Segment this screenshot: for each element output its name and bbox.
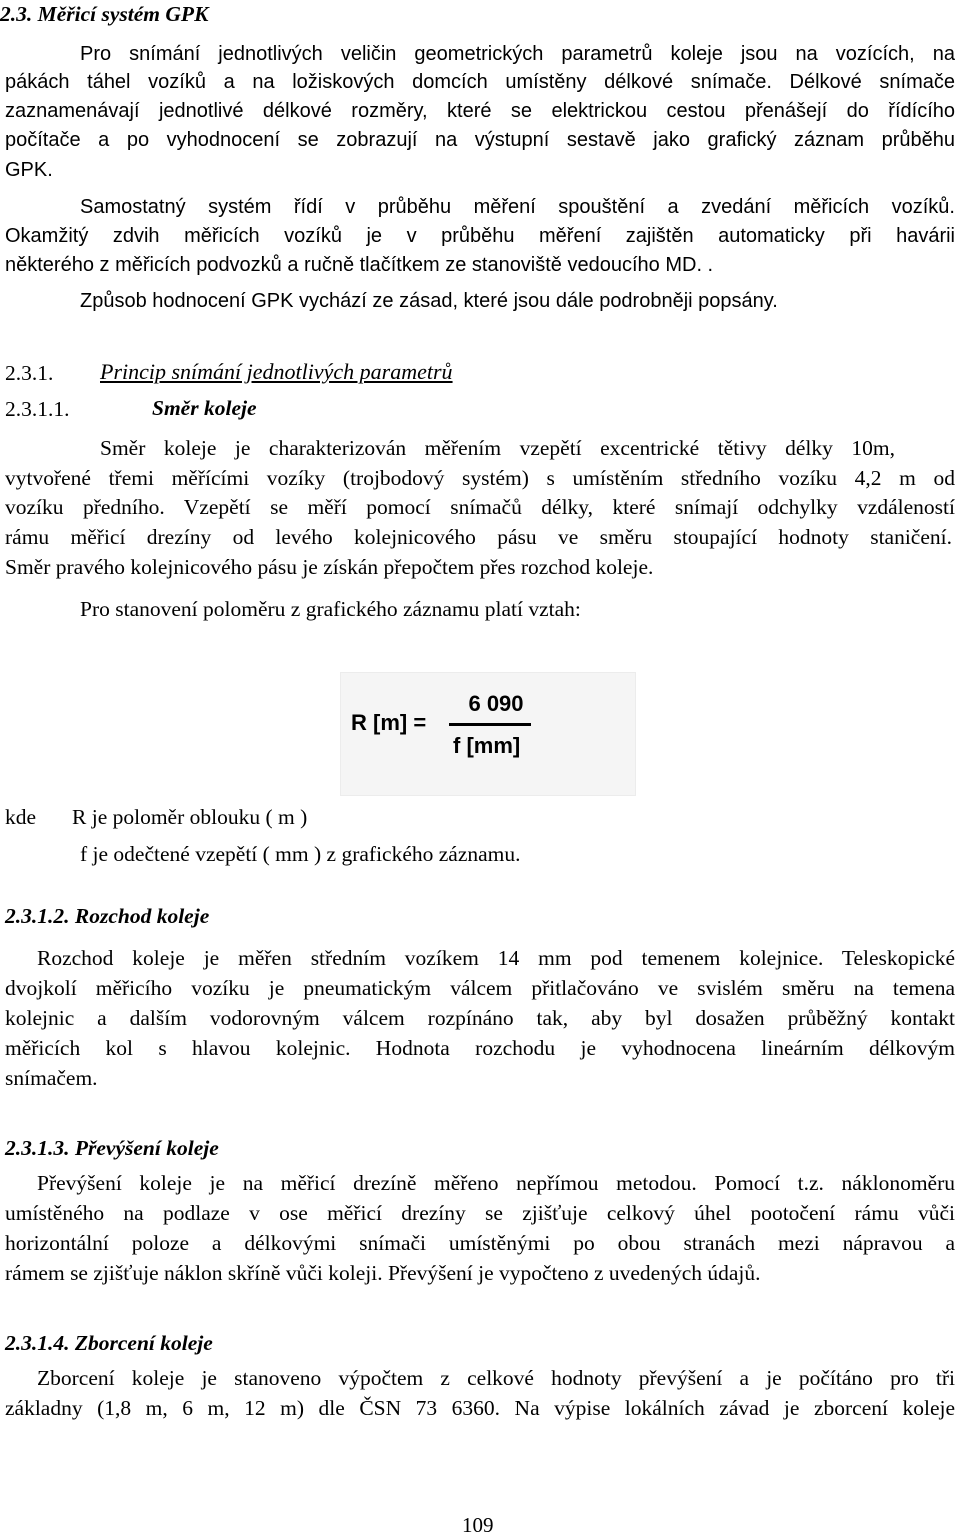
- gauge-line-5: snímačem.: [5, 1066, 98, 1090]
- intro-line-3: zaznamenávají jednotlivé délkové rozměry, které se elektrickou cestou přenášejí do řídícího: [5, 100, 955, 122]
- direction-number: 2.3.1.1.: [5, 397, 70, 421]
- gauge-line-4: měřicích kol s hlavou kolejnic. Hodnota rozchodu je vyhodnocena lineárním délkovým: [5, 1036, 955, 1060]
- principle-title: Princip snímání jednotlivých parametrů: [100, 359, 453, 384]
- principle-number: 2.3.1.: [5, 361, 54, 385]
- direction-line-1: Směr koleje je charakterizován měřením vzepětí excentrické tětivy délky 10m,: [100, 436, 895, 460]
- cant-line-4: rámem se zjišťuje náklon skříně vůči koleji. Převýšení je vypočteno z uvedených údajů.: [5, 1261, 761, 1285]
- intro-line-4: počítače a po vyhodnocení se zobrazují na výstupní sestavě jako grafický záznam průběhu: [5, 129, 955, 151]
- formula-numerator: 6 090: [468, 691, 524, 716]
- cant-line-1: Převýšení koleje je na měřicí drezíně měřeno nepřímou metodou. Pomocí t.z. náklonoměru: [37, 1171, 955, 1195]
- direction-title: Směr koleje: [152, 396, 257, 420]
- where-r: R je poloměr oblouku ( m ): [72, 805, 308, 829]
- formula-denominator: f [mm]: [453, 733, 521, 758]
- intro-line-1: Pro snímání jednotlivých veličin geometrických parametrů koleje jsou na vozících, na: [80, 43, 955, 65]
- where-f: f je odečtené vzepětí ( mm ) z grafického záznamu.: [80, 842, 521, 866]
- twist-line-2: základny (1,8 m, 6 m, 12 m) dle ČSN 73 6360. Na výpise lokálních závad je zborcení koleje: [5, 1396, 955, 1420]
- control-line-2: Okamžitý zdvih měřicích vozíků je v průběhu měření zajištěn automaticky při havárii: [5, 225, 955, 247]
- formula-lhs: R [m] =: [351, 710, 427, 735]
- where-label: kde: [5, 805, 37, 829]
- method-line: Způsob hodnocení GPK vychází ze zásad, které jsou dále podrobněji popsány.: [80, 290, 778, 312]
- page-number: 109: [462, 1513, 494, 1537]
- control-line-1: Samostatný systém řídí v průběhu měření spouštění a zvedání měřicích vozíků.: [80, 196, 955, 218]
- twist-heading: 2.3.1.4. Zborcení koleje: [5, 1331, 213, 1355]
- gauge-line-3: kolejnic a dalším vodorovným válcem rozpínáno tak, aby byl dosažen průběžný kontakt: [5, 1006, 955, 1030]
- formula-intro: Pro stanovení poloměru z grafického záznamu platí vztah:: [80, 597, 581, 621]
- cant-line-3: horizontální poloze a délkovými snímači umístěnými po obou stranách mezi nápravou a: [5, 1231, 955, 1255]
- fraction-bar: [449, 723, 531, 726]
- direction-line-5: Směr pravého kolejnicového pásu je získán přepočtem přes rozchod koleje.: [5, 555, 654, 579]
- direction-line-4: rámu měřicí drezíny od levého kolejnicového pásu ve směru stoupající hodnoty staničení.: [5, 525, 952, 549]
- direction-line-3: vozíku předního. Vzepětí se měří pomocí snímačů délky, které snímají odchylky vzdáleností: [5, 495, 955, 519]
- radius-formula: [340, 672, 636, 796]
- intro-line-5: GPK.: [5, 159, 53, 181]
- twist-line-1: Zborcení koleje je stanoveno výpočtem z celkové hodnoty převýšení a je počítáno pro tři: [37, 1366, 955, 1390]
- control-line-3: některého z měřicích podvozků a ručně tlačítkem ze stanoviště vedoucího MD. .: [5, 254, 714, 276]
- section-heading: 2.3. Měřicí systém GPK: [0, 2, 209, 26]
- cant-heading: 2.3.1.3. Převýšení koleje: [5, 1136, 219, 1160]
- gauge-heading: 2.3.1.2. Rozchod koleje: [5, 904, 210, 928]
- gauge-line-2: dvojkolí měřicího vozíku je pneumatickým válcem přitlačováno ve svislém směru na temena: [5, 976, 955, 1000]
- gauge-line-1: Rozchod koleje je měřen středním vozíkem 14 mm pod temenem kolejnice. Teleskopické: [37, 946, 955, 970]
- cant-line-2: umístěného na podlaze v ose měřicí drezíny se zjišťuje celkový úhel pootočení rámu vůči: [5, 1201, 955, 1225]
- intro-line-2: pákách táhel vozíků a na ložiskových domcích umístěny délkové snímače. Délkové snímače: [5, 71, 955, 93]
- direction-line-2: vytvořené třemi měřícími vozíky (trojbodový systém) s umístěním středního vozíku 4,2 m od: [5, 466, 955, 490]
